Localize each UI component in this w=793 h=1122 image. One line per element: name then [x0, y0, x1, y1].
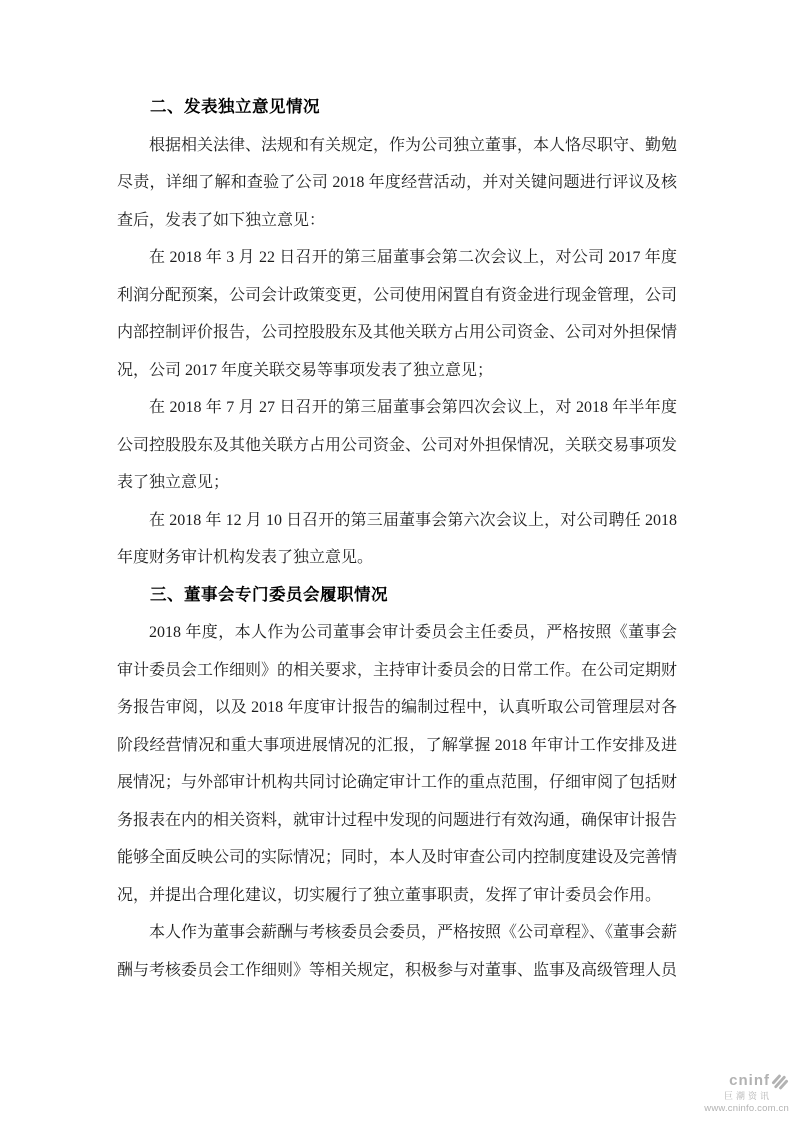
section-heading-committees: 三、董事会专门委员会履职情况: [150, 585, 388, 604]
cninfo-swirl-icon: [771, 1073, 789, 1091]
paragraph-audit-committee: 2018 年度，本人作为公司董事会审计委员会主任委员，严格按照《董事会审计委员会工作细则》的相关要求，主持审计委员会的日常工作。在公司定期财务报告审阅，以及 2018 年度审计报告的编制过程中，认真听取公司管理层对各阶段经营情况和重大事项进展情况的汇报，了解掌握 2018 年审计工作安排及进展情况；与外部审计机构共同讨论确定审计工作的重点范围，仔细审阅了包括财务报表在内的相关资料，就审计过程中发现的问题进行有效沟通，确保审计报告能够全面反映公司的实际情况；同时，本人及时审查公司内控制度建设及完善情况，并提出合理化建议，切实履行了独立董事职责，发挥了审计委员会作用。: [117, 624, 678, 904]
cninfo-logo-row: [671, 1073, 789, 1091]
paragraph-remuneration-committee: 本人作为董事会薪酬与考核委员会委员，严格按照《公司章程》、《董事会薪酬与考核委员会工作细则》等相关规定，积极参与对董事、监事及高级管理人员: [117, 924, 678, 979]
cninfo-logo-text: cninf: [729, 1072, 770, 1090]
paragraph-meeting-fourth: 在 2018 年 7 月 27 日召开的第三届董事会第四次会议上，对 2018 年半年度公司控股股东及其他关联方占用公司资金、公司对外担保情况，关联交易事项发表了独立意见；: [117, 399, 678, 491]
section-heading-independent-opinions: 二、发表独立意见情况: [150, 98, 320, 116]
paragraph-meeting-sixth: 在 2018 年 12 月 10 日召开的第三届董事会第六次会议上，对公司聘任 2018 年度财务审计机构发表了独立意见。: [117, 511, 677, 566]
paragraph-meeting-second: 在 2018 年 3 月 22 日召开的第三届董事会第二次会议上，对公司 2017 年度利润分配预案，公司会计政策变更，公司使用闲置自有资金进行现金管理，公司内部控制评价报告，公司控股股东及其他关联方占用公司资金、公司对外担保情况，公司 2017 年度关联交易等事项发表了独立意见；: [117, 249, 678, 379]
cninfo-url: www.cninfo.com.cn: [704, 1102, 789, 1114]
document-content: [117, 89, 677, 989]
cninfo-watermark: [671, 1073, 789, 1114]
paragraph-intro: 根据相关法律、法规和有关规定，作为公司独立董事，本人恪尽职守、勤勉尽责，详细了解和查验了公司 2018 年度经营活动，并对关键问题进行评议及核查后，发表了如下独立意见：: [117, 136, 678, 229]
cninfo-brand-chinese: 巨潮资讯: [723, 1090, 772, 1101]
